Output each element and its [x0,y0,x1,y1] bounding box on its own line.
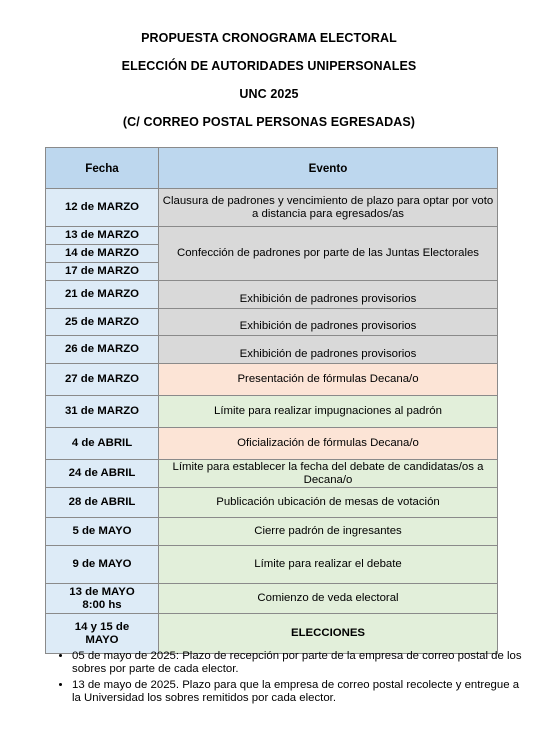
date-cell: 12 de MARZO [46,189,159,227]
event-cell: Cierre padrón de ingresantes [159,518,498,546]
date-cell: 14 de MARZO [46,245,159,263]
table-row [46,189,498,227]
table-row [46,584,498,614]
table-row [46,396,498,428]
document-titles [0,28,538,140]
table-row [46,614,498,654]
event-cell: Oficialización de fórmulas Decana/o [159,428,498,460]
note-item: • 05 de mayo de 2025: Plazo de recepción por parte de la empresa de correo postal de los sobres por parte de cada elector. [72,650,522,676]
date-cell: 13 de MARZO [46,227,159,245]
date-cell: 4 de ABRIL [46,428,159,460]
event-cell: Comienzo de veda electoral [159,584,498,614]
event-cell: Exhibición de padrones provisorios [159,281,498,309]
date-cell: 21 de MARZO [46,281,159,309]
title-line-3: UNC 2025 [239,87,299,101]
table-row [46,518,498,546]
note-item: • 13 de mayo de 2025. Plazo para que la empresa de correo postal recolecte y entregue a la Universidad los sobres remitidos por cada elector. [72,679,522,705]
event-cell: Exhibición de padrones provisorios [159,309,498,336]
title-line-1: PROPUESTA CRONOGRAMA ELECTORAL [141,31,397,45]
date-cell: 17 de MARZO [46,263,159,281]
date-cell: 25 de MARZO [46,309,159,336]
table-row [46,488,498,518]
date-cell: 26 de MARZO [46,336,159,364]
title-line-4: (C/ CORREO POSTAL PERSONAS EGRESADAS) [122,115,416,129]
event-cell: Límite para establecer la fecha del debate de candidatas/os a Decana/o [159,460,498,488]
date-cell: 9 de MAYO [46,546,159,584]
table-row [46,281,498,309]
event-cell: Publicación ubicación de mesas de votación [159,488,498,518]
header-evento: Evento [159,148,498,189]
schedule-table [45,147,498,654]
table-row [46,309,498,336]
event-cell: Exhibición de padrones provisorios [159,336,498,364]
date-cell: 14 y 15 de MAYO [46,614,159,654]
date-cell: 5 de MAYO [46,518,159,546]
event-cell: Límite para realizar impugnaciones al padrón [159,396,498,428]
table-row [46,227,498,245]
date-cell: 24 de ABRIL [46,460,159,488]
table-row [46,336,498,364]
date-cell: 28 de ABRIL [46,488,159,518]
event-cell: Presentación de fórmulas Decana/o [159,364,498,396]
date-cell: 31 de MARZO [46,396,159,428]
date-cell: 27 de MARZO [46,364,159,396]
table-row [46,546,498,584]
event-cell: Clausura de padrones y vencimiento de plazo para optar por voto a distancia para egresados/as [159,189,498,227]
event-cell: ELECCIONES [159,614,498,654]
table-row [46,460,498,488]
title-line-2: ELECCIÓN DE AUTORIDADES UNIPERSONALES [121,59,417,73]
header-fecha: Fecha [46,148,159,189]
table-row [46,428,498,460]
date-cell: 13 de MAYO 8:00 hs [46,584,159,614]
event-cell: Confección de padrones por parte de las Juntas Electorales [159,227,498,281]
notes-list [48,650,522,708]
table-header-row [46,148,498,189]
table-row [46,364,498,396]
event-cell: Límite para realizar el debate [159,546,498,584]
